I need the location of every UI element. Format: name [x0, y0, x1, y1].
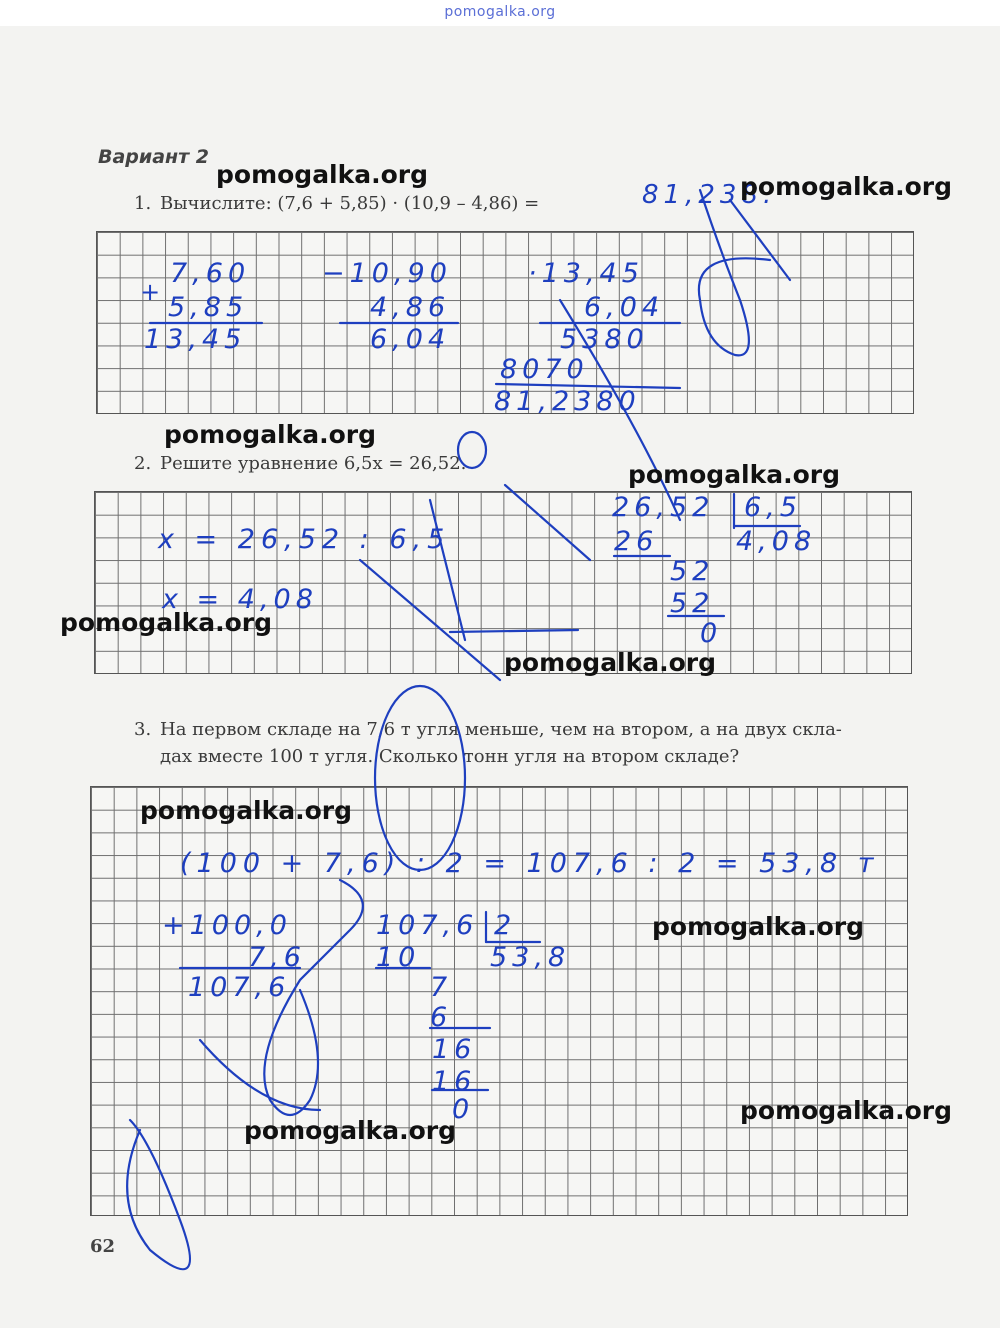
hw-add-sum: 13,45 — [144, 324, 247, 355]
hw-mul-b: 6,04 — [584, 292, 665, 323]
hw-div-divisor: 6,5 — [744, 492, 802, 523]
task-3-text-line-2: дах вместе 100 т угля. Сколько тонн угля на втором складе? — [160, 746, 740, 767]
hw-sub-diff: 6,04 — [370, 324, 451, 355]
scribble-line-4 — [360, 560, 500, 680]
hw-div3-step2: 7 — [430, 972, 453, 1003]
hw-plus-sign: + — [140, 278, 166, 306]
hw-sub-a: −10,90 — [322, 258, 452, 289]
watermark: pomogalka.org — [244, 1116, 457, 1145]
site-link[interactable]: pomogalka.org — [444, 4, 556, 20]
hw-div3-step5: 16 — [432, 1066, 477, 1097]
hw-solution-line: (100 + 7,6) : 2 = 107,6 : 2 = 53,8 т — [180, 848, 880, 879]
watermark: pomogalka.org — [628, 460, 841, 489]
hw-mul-a: ·13,45 — [528, 258, 644, 289]
variant-title: Вариант 2 — [98, 146, 210, 168]
watermark: pomogalka.org — [140, 796, 353, 825]
hw-add3-a: +100,0 — [162, 910, 292, 941]
hw-div3-step1: 10 — [376, 942, 421, 973]
watermark: pomogalka.org — [60, 608, 273, 637]
hw-eq-2: x = 4,08 — [162, 584, 318, 615]
task-1-answer: 81,238. — [642, 180, 777, 210]
hw-div3-divisor: 2 — [494, 910, 517, 941]
hw-div3-remainder: 0 — [452, 1094, 475, 1125]
scribble-loop-1 — [699, 190, 770, 355]
hw-div3-quotient: 53,8 — [490, 942, 571, 973]
scribble-line-3 — [505, 485, 590, 560]
watermark: pomogalka.org — [740, 172, 953, 201]
hw-add3-b: 7,6 — [248, 942, 306, 973]
task-1-text: Вычислите: (7,6 + 5,85) · (10,9 – 4,86) = — [160, 193, 540, 214]
hw-eq-1: x = 26,52 : 6,5 — [158, 524, 451, 555]
watermark: pomogalka.org — [740, 1096, 953, 1125]
hw-div3-step4: 16 — [432, 1034, 477, 1065]
scribble-curve — [200, 1040, 320, 1110]
scribble-loop-3 — [127, 1120, 190, 1269]
hw-add-a: 7,60 — [170, 258, 251, 289]
hw-div-step1: 26 — [614, 526, 659, 557]
page-number: 62 — [90, 1236, 116, 1257]
scribble-circle-small — [458, 432, 486, 468]
scribble-loop-2 — [264, 880, 363, 1115]
scribble-oval — [375, 686, 465, 870]
task-2-text: Решите уравнение 6,5x = 26,52. — [160, 453, 467, 474]
scribble-line-6 — [430, 500, 465, 640]
scribble-line-1 — [730, 200, 790, 280]
hw-mul-result: 81,2380 — [494, 386, 641, 417]
hw-div-step2: 52 — [670, 556, 715, 587]
task-3-text-line-1: На первом складе на 7,6 т угля меньше, чем на втором, а на двух скла- — [160, 719, 842, 740]
watermark: pomogalka.org — [504, 648, 717, 677]
hw-div3-dividend: 107,6 — [376, 910, 479, 941]
watermark: pomogalka.org — [164, 420, 377, 449]
scribble-line-5 — [450, 630, 578, 632]
hw-div3-step3: 6 — [430, 1002, 453, 1033]
task-3-number: 3. — [134, 719, 152, 740]
hw-div-dividend: 26,52 — [612, 492, 715, 523]
watermark: pomogalka.org — [216, 160, 429, 189]
hw-sub-b: 4,86 — [370, 292, 451, 323]
hw-div-step3: 52 — [670, 588, 715, 619]
underline-mul-2 — [496, 384, 680, 388]
hw-mul-p2: 8070 — [500, 354, 589, 385]
hw-mul-p1: 5380 — [560, 324, 649, 355]
hw-add-b: 5,85 — [168, 292, 249, 323]
hw-div-remainder: 0 — [700, 618, 723, 649]
task-1-number: 1. — [134, 193, 152, 214]
hw-add3-sum: 107,6 — [188, 972, 291, 1003]
task-2-number: 2. — [134, 453, 152, 474]
watermark: pomogalka.org — [652, 912, 865, 941]
hw-div-quotient: 4,08 — [736, 526, 817, 557]
